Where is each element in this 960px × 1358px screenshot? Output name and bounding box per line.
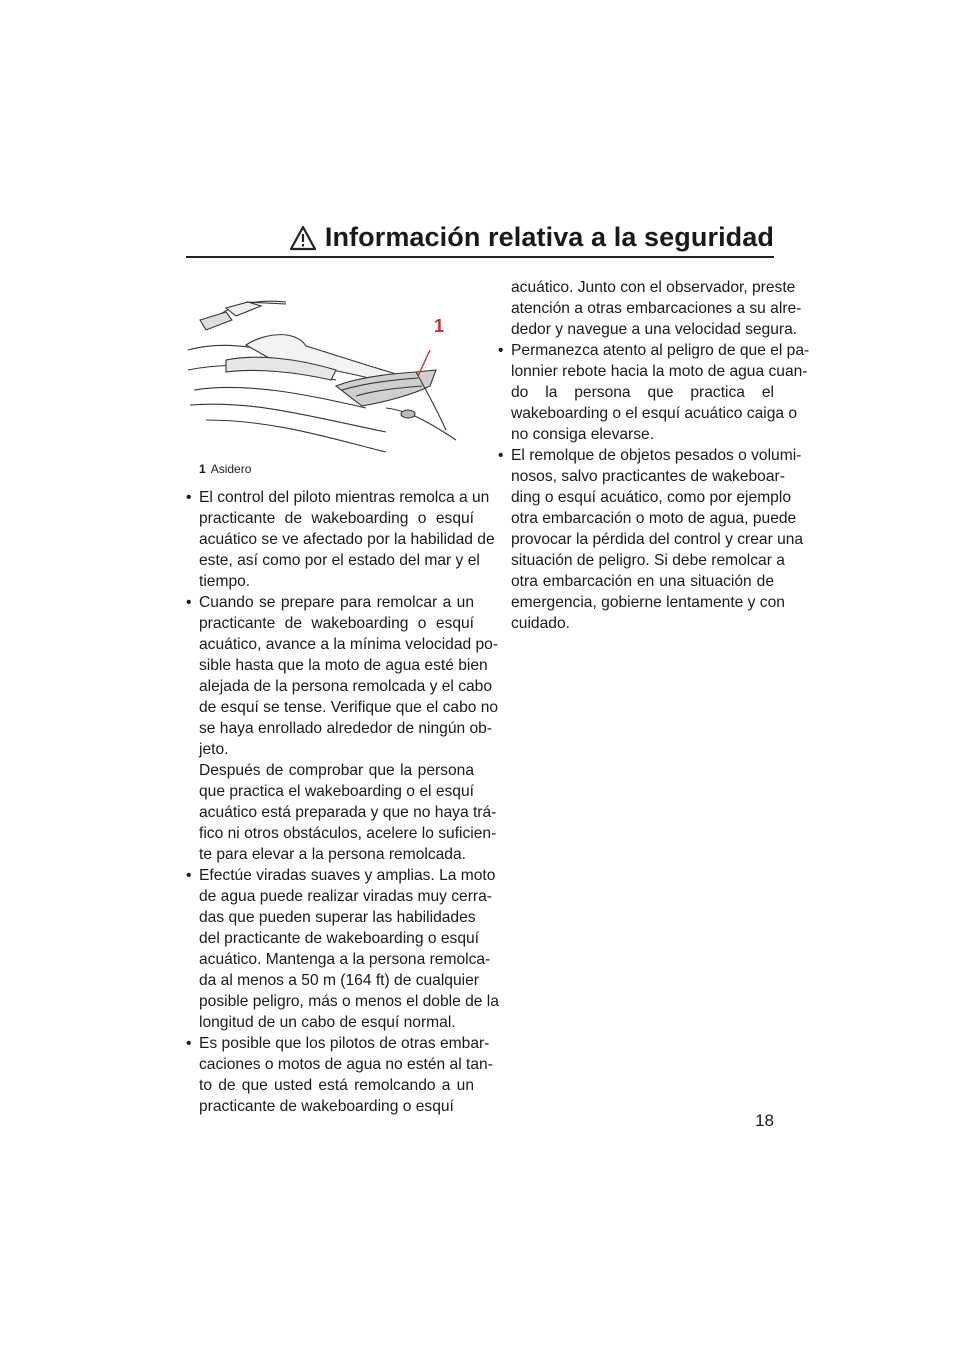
text-line: provocar la pérdida del control y crear una [511, 531, 804, 548]
page-header [186, 222, 774, 258]
text-line: fico ni otros obstáculos, acelere lo suficien- [199, 825, 497, 842]
bullet-item [186, 1033, 493, 1117]
bullet-item [186, 592, 499, 760]
text-line: cuidado. [511, 615, 570, 632]
text-line: que practica el wakeboarding o el esquí [199, 783, 474, 800]
text-line: acuático, avance a la mínima velocidad po- [199, 636, 499, 653]
warning-triangle-icon [289, 225, 317, 251]
text-line: • Efectúe viradas suaves y amplias. La moto [199, 867, 496, 884]
text-line: da al menos a 50 m (164 ft) de cualquier [199, 972, 479, 989]
text-line: practicante de wakeboarding o esquí [199, 510, 474, 527]
text-line: • Cuando se prepare para remolcar a un [199, 594, 474, 611]
text-line: practicante de wakeboarding o esquí [199, 615, 474, 632]
bullet-item [186, 865, 499, 1033]
text-line: de esquí se tense. Verifique que el cabo no [199, 699, 499, 716]
text-line: emergencia, gobierne lentamente y con [511, 594, 785, 611]
text-line: te para elevar a la persona remolcada. [199, 846, 466, 863]
figure-caption [199, 462, 251, 476]
text-line: longitud de un cabo de esquí normal. [199, 1014, 456, 1031]
caption-text: Asidero [210, 462, 252, 476]
text-line: ding o esquí acuático, como por ejemplo [511, 489, 791, 506]
text-line: das que pueden superar las habilidades [199, 909, 476, 926]
text-line: jeto. [199, 741, 229, 758]
text-line: del practicante de wakeboarding o esquí [199, 930, 480, 947]
left-text-column [186, 487, 499, 1117]
paragraph [498, 277, 802, 340]
text-line: sible hasta que la moto de agua esté bien [199, 657, 488, 674]
figure-callout: 1 [434, 316, 445, 336]
text-line: to de que usted está remolcando a un [199, 1077, 474, 1094]
page-number: 18 [755, 1111, 774, 1130]
text-line: acuático se ve afectado por la habilidad de [199, 531, 495, 548]
text-line: este, así como por el estado del mar y el [199, 552, 480, 569]
text-line: wakeboarding o el esquí acuático caiga o [511, 405, 798, 422]
text-line: alejada de la persona remolcada y el cabo [199, 678, 493, 695]
text-line: dedor y navegue a una velocidad segura. [511, 321, 798, 338]
text-line: caciones o motos de agua no estén al tan- [199, 1056, 493, 1073]
text-line: situación de peligro. Si debe remolcar a [511, 552, 785, 569]
paragraph [186, 760, 497, 865]
text-line: Después de comprobar que la persona [199, 762, 474, 779]
text-line: • Permanezca atento al peligro de que el pa- [511, 342, 810, 359]
text-line: no consiga elevarse. [511, 426, 655, 443]
text-line: • El remolque de objetos pesados o volumi- [511, 447, 802, 464]
bullet-item [498, 340, 810, 445]
right-text-column [498, 277, 810, 634]
text-line: otra embarcación en una situación de [511, 573, 774, 590]
page-title: Información relativa a la seguridad [324, 222, 774, 252]
text-line: se haya enrollado alrededor de ningún ob- [199, 720, 493, 737]
text-line: do la persona que practica el [511, 384, 774, 401]
bullet-item [498, 445, 804, 634]
text-line: acuático. Junto con el observador, preste [511, 279, 796, 296]
text-line: tiempo. [199, 573, 251, 590]
text-line: nosos, salvo practicantes de wakeboar- [511, 468, 785, 485]
text-line: • Es posible que los pilotos de otras embar- [199, 1035, 490, 1052]
text-line: acuático. Mantenga a la persona remolca- [199, 951, 491, 968]
text-line: lonnier rebote hacia la moto de agua cuan- [511, 363, 808, 380]
bullet-item [186, 487, 495, 592]
text-line: de agua puede realizar viradas muy cerra- [199, 888, 492, 905]
text-line: atención a otras embarcaciones a su alre- [511, 300, 802, 317]
text-line: • El control del piloto mientras remolca a un [199, 489, 490, 506]
watercraft-seat-illustration [186, 290, 466, 460]
text-line: posible peligro, más o menos el doble de la [199, 993, 499, 1010]
caption-number: 1 [199, 462, 206, 476]
text-line: acuático está preparada y que no haya trá- [199, 804, 497, 821]
text-line: otra embarcación o moto de agua, puede [511, 510, 797, 527]
text-line: practicante de wakeboarding o esquí [199, 1098, 454, 1115]
